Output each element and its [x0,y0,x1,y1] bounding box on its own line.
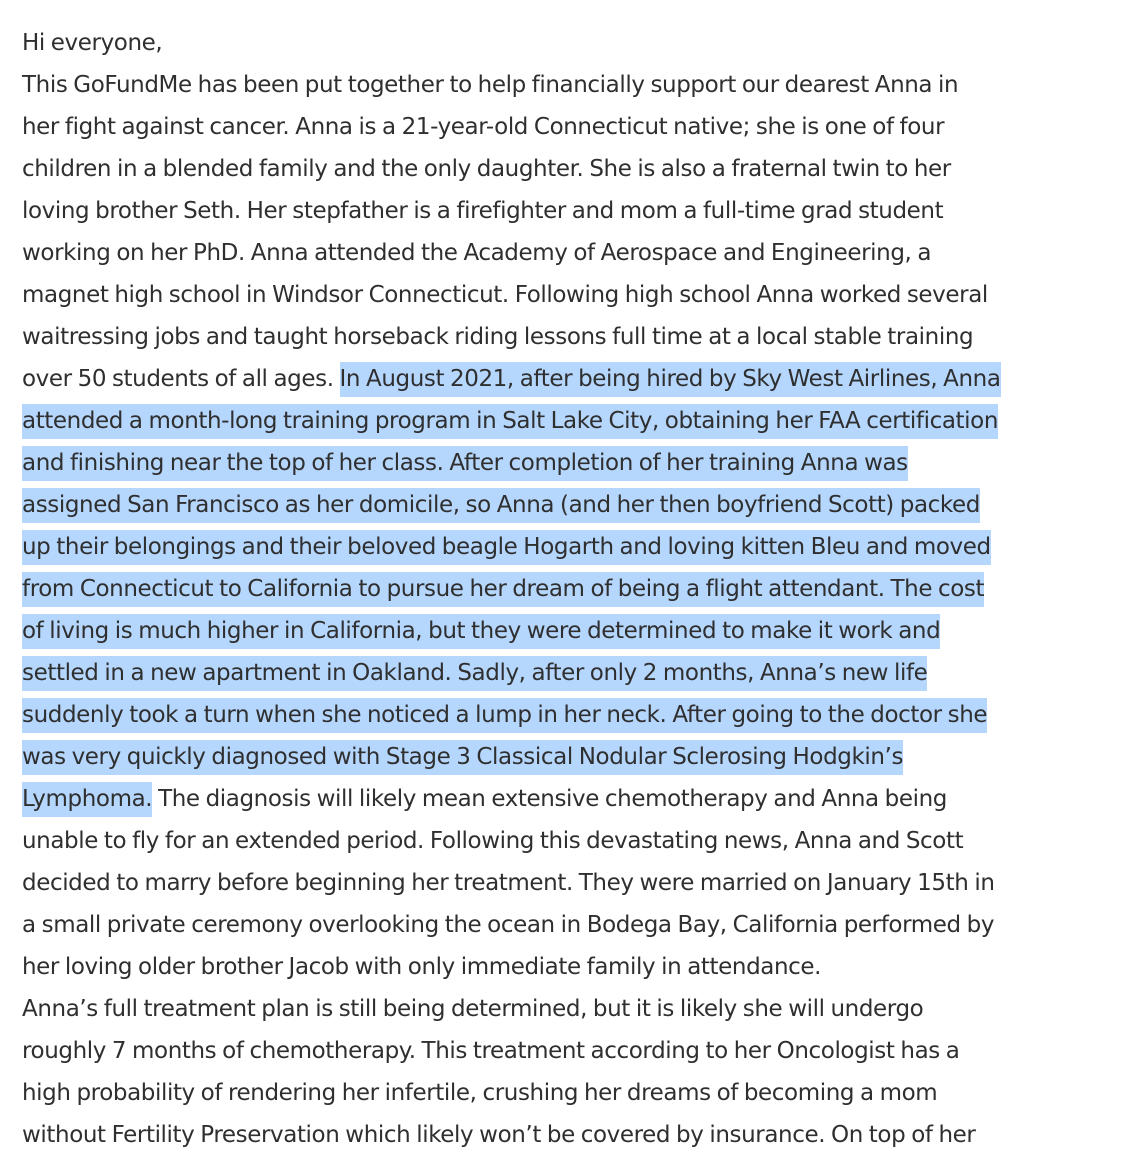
highlighted-selection: Lymphoma. [22,782,152,817]
text-line [22,652,1132,694]
text-line [22,64,1132,106]
text-segment: loving brother Seth. Her stepfather is a firefighter and mom a full-time grad student [22,198,944,224]
text-segment: unable to fly for an extended period. Following this devastating news, Anna and Scott [22,828,964,854]
text-line [22,862,1132,904]
text-line [22,736,1132,778]
highlighted-selection: suddenly took a turn when she noticed a lump in her neck. After going to the doctor she [22,698,987,733]
text-line [22,988,1132,1030]
text-line [22,1072,1132,1114]
text-line [22,106,1132,148]
text-segment: magnet high school in Windsor Connecticut. Following high school Anna worked several [22,282,988,308]
text-segment: over 50 students of all ages. [22,366,340,392]
text-line [22,1114,1132,1156]
text-segment: waitressing jobs and taught horseback riding lessons full time at a local stable training [22,324,974,350]
highlighted-selection: up their belongings and their beloved beagle Hogarth and loving kitten Bleu and moved [22,530,991,565]
text-segment: high probability of rendering her infertile, crushing her dreams of becoming a mom [22,1080,938,1106]
highlighted-selection: assigned San Francisco as her domicile, so Anna (and her then boyfriend Scott) packed [22,488,980,523]
document-body [22,22,1132,1156]
text-segment: The diagnosis will likely mean extensive chemotherapy and Anna being [152,786,947,812]
highlighted-selection: from Connecticut to California to pursue her dream of being a flight attendant. The cost [22,572,984,607]
text-segment: decided to marry before beginning her treatment. They were married on January 15th in [22,870,995,896]
text-line [22,148,1132,190]
text-segment: working on her PhD. Anna attended the Academy of Aerospace and Engineering, a [22,240,932,266]
text-segment: roughly 7 months of chemotherapy. This treatment according to her Oncologist has a [22,1038,960,1064]
text-line [22,820,1132,862]
highlighted-selection: of living is much higher in California, but they were determined to make it work and [22,614,940,649]
text-line [22,274,1132,316]
highlighted-selection: In August 2021, after being hired by Sky West Airlines, Anna [340,362,1001,397]
text-segment: her fight against cancer. Anna is a 21-year-old Connecticut native; she is one of four [22,114,945,140]
highlighted-selection: was very quickly diagnosed with Stage 3 Classical Nodular Sclerosing Hodgkin’s [22,740,903,775]
text-line [22,22,1132,64]
text-line [22,526,1132,568]
text-line [22,232,1132,274]
highlighted-selection: and finishing near the top of her class. After completion of her training Anna was [22,446,908,481]
text-line [22,610,1132,652]
text-segment: without Fertility Preservation which likely won’t be covered by insurance. On top of her [22,1122,976,1148]
text-line [22,568,1132,610]
text-segment: Hi everyone, [22,30,163,56]
text-line [22,400,1132,442]
highlighted-selection: attended a month-long training program in Salt Lake City, obtaining her FAA certification [22,404,998,439]
text-segment: her loving older brother Jacob with only immediate family in attendance. [22,954,822,980]
text-line [22,442,1132,484]
text-line [22,778,1132,820]
text-line [22,946,1132,988]
text-segment: This GoFundMe has been put together to help financially support our dearest Anna in [22,72,959,98]
text-line [22,190,1132,232]
text-line [22,694,1132,736]
text-line [22,1030,1132,1072]
text-line [22,358,1132,400]
highlighted-selection: settled in a new apartment in Oakland. Sadly, after only 2 months, Anna’s new life [22,656,927,691]
text-line [22,904,1132,946]
text-segment: a small private ceremony overlooking the ocean in Bodega Bay, California performed by [22,912,995,938]
text-segment: children in a blended family and the only daughter. She is also a fraternal twin to her [22,156,951,182]
text-line [22,316,1132,358]
text-line [22,484,1132,526]
text-segment: Anna’s full treatment plan is still being determined, but it is likely she will undergo [22,996,924,1022]
